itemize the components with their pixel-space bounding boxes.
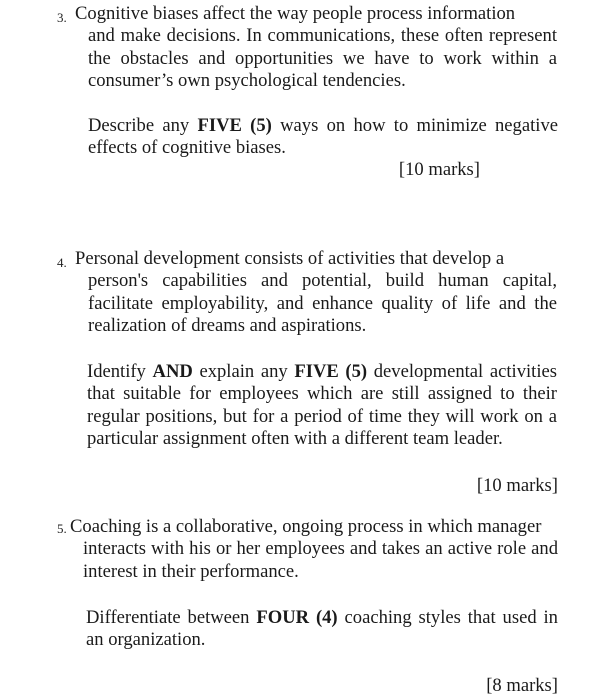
marks-label: [8 marks] bbox=[486, 675, 558, 696]
intro-rest: person's capabilities and potential, build human capital, facilitate employability, and enhance quality of life and the realization of dreams and aspirations. bbox=[88, 270, 557, 336]
intro-rest: and make decisions. In communications, these often represent the obstacles and opportunities we have to work within a consumer’s own psychological tendencies. bbox=[88, 25, 557, 91]
task-text: Differentiate between bbox=[86, 607, 257, 628]
task-emphasis: FIVE (5) bbox=[197, 115, 272, 136]
intro-rest: interacts with his or her employees and takes an active role and interest in their performance. bbox=[83, 538, 558, 582]
task-emphasis: FOUR (4) bbox=[256, 607, 338, 628]
question-task bbox=[86, 607, 558, 652]
task-text: developmental activities that suitable for employees which are still assigned to their regular positions, but for a period of time they will work on a particular assignment often with a different team leader. bbox=[87, 361, 557, 449]
intro-first-line: Cognitive biases affect the way people process information bbox=[75, 3, 516, 24]
task-text: Describe any bbox=[88, 115, 198, 136]
task-emphasis: FIVE (5) bbox=[294, 361, 368, 382]
question-task bbox=[88, 115, 558, 160]
intro-first-line: Personal development consists of activities that develop a bbox=[75, 248, 505, 269]
question-intro bbox=[75, 248, 557, 337]
task-text: Identify bbox=[87, 361, 153, 382]
marks-label: [10 marks] bbox=[398, 159, 480, 180]
question-intro bbox=[75, 3, 557, 92]
question-number: 5. bbox=[57, 521, 67, 536]
task-emphasis: AND bbox=[152, 361, 193, 382]
question-number: 3. bbox=[57, 10, 67, 25]
intro-first-line: Coaching is a collaborative, ongoing process in which manager bbox=[70, 516, 542, 537]
question-intro bbox=[70, 516, 558, 583]
question-number: 4. bbox=[57, 255, 67, 270]
task-text: coaching styles that used in an organization. bbox=[86, 607, 558, 651]
task-text: explain any bbox=[192, 361, 295, 382]
marks-label: [10 marks] bbox=[476, 475, 558, 496]
question-task bbox=[87, 361, 557, 450]
task-text: ways on how to minimize negative effects of cognitive biases. bbox=[88, 115, 558, 159]
